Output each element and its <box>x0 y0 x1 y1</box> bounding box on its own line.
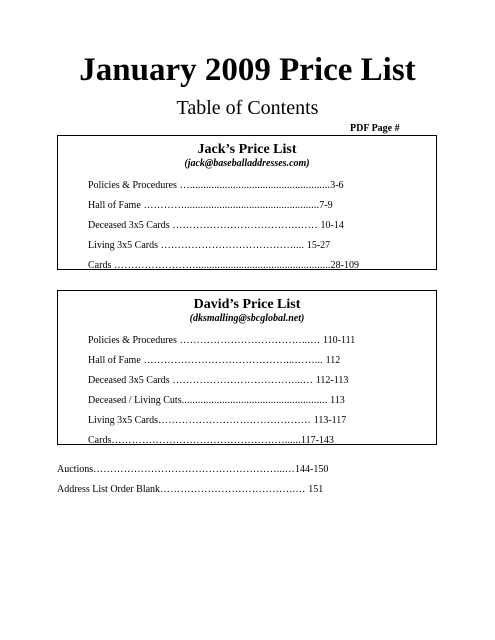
toc-leader: …………………….................................................. <box>111 260 331 271</box>
toc-leader: ………….................................................. <box>140 200 320 211</box>
section-email: (dksmalling@sbcglobal.net) <box>189 313 305 324</box>
toc-leader: ……………………………………...……... <box>140 355 326 366</box>
toc-entry-page: 15-27 <box>306 240 331 251</box>
toc-entry-page: 117-143 <box>300 435 334 446</box>
page-subtitle: Table of Contents <box>176 97 319 119</box>
toc-entry-label: Deceased / Living Cuts <box>88 395 182 406</box>
toc-entry-label: Auctions <box>57 464 94 475</box>
toc-leader: ………………………………...… <box>176 335 323 346</box>
toc-entry[interactable] <box>57 460 457 480</box>
toc-leader: ….................................................... <box>176 180 331 191</box>
toc-entry-label: Hall of Fame <box>88 355 141 366</box>
pdf-page-column-header: PDF Page # <box>350 123 400 134</box>
toc-entry[interactable] <box>58 256 436 276</box>
toc-leader: ………………………………….… <box>160 484 309 495</box>
toc-entry-page: 3-6 <box>330 180 344 191</box>
toc-entry-label: Living 3x5 Cards <box>88 415 158 426</box>
toc-entry[interactable] <box>58 351 436 371</box>
toc-leader: ……………………………………… <box>158 415 314 426</box>
toc-entry-label: Deceased 3x5 Cards <box>88 375 170 386</box>
toc-entry[interactable] <box>57 480 457 500</box>
toc-entry[interactable] <box>58 196 436 216</box>
toc-entry-page: 113 <box>330 395 345 406</box>
toc-entry-page: 144-150 <box>295 464 329 475</box>
toc-entry-page: 10-14 <box>320 220 344 231</box>
toc-entry-label: Policies & Procedures <box>88 335 177 346</box>
toc-entry-label: Living 3x5 Cards <box>88 240 158 251</box>
toc-leader: ………………………………...… <box>169 375 316 386</box>
toc-entry-page: 112 <box>325 355 341 366</box>
toc-entry-label: Policies & Procedures <box>88 180 177 191</box>
toc-entry-page: 110-111 <box>322 335 356 346</box>
toc-entry[interactable] <box>58 216 436 236</box>
toc-leader: ………………………………………………...… <box>93 464 296 475</box>
toc-entry-page: 7-9 <box>319 200 333 211</box>
toc-entry-label: Deceased 3x5 Cards <box>88 220 170 231</box>
page-title: January 2009 Price List <box>79 52 416 88</box>
toc-entry-label: Cards <box>88 435 112 446</box>
section-heading: Jack’s Price List <box>197 142 297 157</box>
toc-entry-label: Address List Order Blank <box>57 484 161 495</box>
toc-entry-label: Cards <box>88 260 112 271</box>
toc-leader: ………………………………….... <box>158 240 307 251</box>
toc-entry[interactable] <box>58 331 436 351</box>
toc-leader: ……………………………….…… <box>169 220 321 231</box>
toc-leader: ……………………………………………...... <box>111 435 301 446</box>
toc-entry-page: 113-117 <box>313 415 347 426</box>
toc-entry-label: Hall of Fame <box>88 200 141 211</box>
toc-entry[interactable] <box>58 236 436 256</box>
toc-entry[interactable] <box>58 391 436 411</box>
section-email: (jack@baseballaddresses.com) <box>184 158 310 169</box>
toc-entry-page: 28-109 <box>330 260 359 271</box>
toc-entry-page: 151 <box>308 484 324 495</box>
jacks-price-list-section <box>57 135 437 270</box>
toc-leader: ...................................................... <box>181 395 331 406</box>
toc-entry[interactable] <box>58 176 436 196</box>
toc-entry[interactable] <box>58 431 436 451</box>
toc-entry[interactable] <box>58 371 436 391</box>
toc-entry-page: 112-113 <box>315 375 349 386</box>
davids-price-list-section <box>57 290 437 445</box>
section-heading: David’s Price List <box>193 297 301 312</box>
additional-entries <box>57 460 457 500</box>
toc-entry[interactable] <box>58 411 436 431</box>
